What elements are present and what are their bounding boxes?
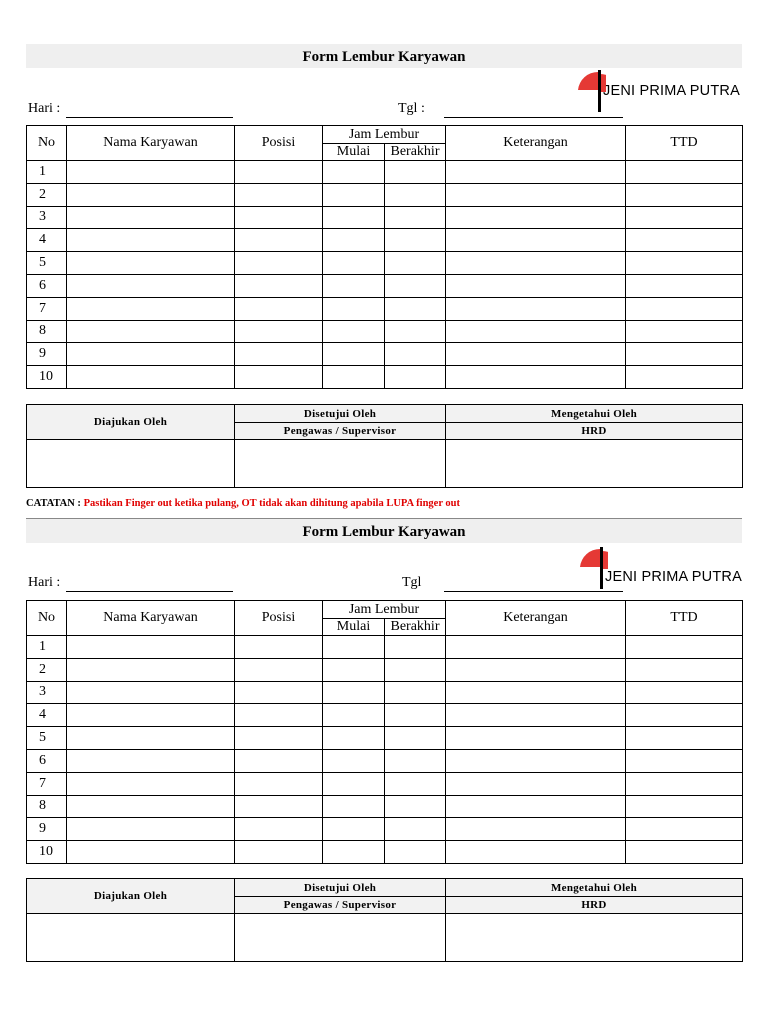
diajukan-oleh-label: Diajukan Oleh [27, 405, 235, 440]
table-row [27, 636, 743, 659]
cell-berakhir[interactable] [385, 636, 446, 659]
table-row [27, 658, 743, 681]
row-number: 7 [27, 772, 67, 795]
cell-ttd[interactable] [626, 297, 743, 320]
cell-nama[interactable] [67, 252, 235, 275]
mengetahui-oleh-label: Mengetahui Oleh [446, 879, 743, 897]
cell-keterangan[interactable] [446, 727, 626, 750]
row-number: 1 [27, 636, 67, 659]
tgl-field[interactable] [444, 591, 623, 592]
cell-nama[interactable] [67, 681, 235, 704]
table-row [27, 343, 743, 366]
cell-posisi[interactable] [235, 704, 323, 727]
overtime-table [26, 600, 743, 864]
cell-berakhir[interactable] [385, 320, 446, 343]
cell-ttd[interactable] [626, 704, 743, 727]
logo-mark-icon [578, 547, 608, 591]
cell-nama[interactable] [67, 183, 235, 206]
col-berakhir-header: Berakhir [385, 144, 446, 161]
signature-table [26, 404, 743, 488]
cell-nama[interactable] [67, 636, 235, 659]
tgl-label: Tgl : [398, 101, 425, 116]
diajukan-signature-cell[interactable] [27, 914, 235, 962]
cell-mulai[interactable] [323, 366, 385, 389]
col-posisi-header: Posisi [235, 601, 323, 636]
cell-keterangan[interactable] [446, 749, 626, 772]
cell-berakhir[interactable] [385, 274, 446, 297]
table-row [27, 366, 743, 389]
cell-posisi[interactable] [235, 727, 323, 750]
cell-posisi[interactable] [235, 841, 323, 864]
cell-keterangan[interactable] [446, 183, 626, 206]
table-row [27, 681, 743, 704]
row-number: 9 [27, 818, 67, 841]
cell-keterangan[interactable] [446, 206, 626, 229]
cell-nama[interactable] [67, 795, 235, 818]
cell-ttd[interactable] [626, 274, 743, 297]
cell-ttd[interactable] [626, 681, 743, 704]
cell-berakhir[interactable] [385, 727, 446, 750]
mengetahui-oleh-label: Mengetahui Oleh [446, 405, 743, 423]
hari-label: Hari : [28, 101, 61, 116]
cell-nama[interactable] [67, 727, 235, 750]
cell-mulai[interactable] [323, 749, 385, 772]
cell-posisi[interactable] [235, 206, 323, 229]
cell-nama[interactable] [67, 366, 235, 389]
cell-mulai[interactable] [323, 229, 385, 252]
cell-berakhir[interactable] [385, 343, 446, 366]
cell-mulai[interactable] [323, 636, 385, 659]
col-no-header: No [27, 126, 67, 161]
cell-ttd[interactable] [626, 818, 743, 841]
cell-ttd[interactable] [626, 727, 743, 750]
cell-mulai[interactable] [323, 274, 385, 297]
cell-posisi[interactable] [235, 658, 323, 681]
cell-berakhir[interactable] [385, 818, 446, 841]
cell-keterangan[interactable] [446, 320, 626, 343]
cell-posisi[interactable] [235, 252, 323, 275]
form-title: Form Lembur Karyawan [26, 44, 742, 68]
cell-posisi[interactable] [235, 161, 323, 184]
cell-nama[interactable] [67, 206, 235, 229]
cell-ttd[interactable] [626, 183, 743, 206]
logo-text: JENI PRIMA PUTRA [605, 569, 742, 585]
table-row [27, 727, 743, 750]
col-jam-lembur-header: Jam Lembur [323, 126, 446, 144]
pengawas-signature-cell[interactable] [235, 440, 446, 488]
row-number: 6 [27, 749, 67, 772]
cell-berakhir[interactable] [385, 658, 446, 681]
cell-mulai[interactable] [323, 252, 385, 275]
col-posisi-header: Posisi [235, 126, 323, 161]
col-nama-header: Nama Karyawan [67, 601, 235, 636]
table-row [27, 841, 743, 864]
pengawas-label: Pengawas / Supervisor [235, 897, 446, 914]
table-row [27, 274, 743, 297]
cell-ttd[interactable] [626, 749, 743, 772]
row-number: 10 [27, 841, 67, 864]
note-label: CATATAN : [26, 498, 81, 509]
cell-posisi[interactable] [235, 636, 323, 659]
row-number: 3 [27, 206, 67, 229]
cell-berakhir[interactable] [385, 681, 446, 704]
table-row [27, 206, 743, 229]
cell-mulai[interactable] [323, 183, 385, 206]
cell-posisi[interactable] [235, 320, 323, 343]
cell-ttd[interactable] [626, 841, 743, 864]
cell-posisi[interactable] [235, 343, 323, 366]
cell-keterangan[interactable] [446, 795, 626, 818]
cell-mulai[interactable] [323, 818, 385, 841]
cell-nama[interactable] [67, 658, 235, 681]
row-number: 2 [27, 183, 67, 206]
cell-keterangan[interactable] [446, 366, 626, 389]
cell-keterangan[interactable] [446, 681, 626, 704]
hrd-signature-cell[interactable] [446, 440, 743, 488]
cell-berakhir[interactable] [385, 704, 446, 727]
cell-berakhir[interactable] [385, 795, 446, 818]
cell-berakhir[interactable] [385, 772, 446, 795]
cell-ttd[interactable] [626, 252, 743, 275]
cell-posisi[interactable] [235, 229, 323, 252]
cell-nama[interactable] [67, 841, 235, 864]
cell-posisi[interactable] [235, 749, 323, 772]
overtime-table [26, 125, 743, 389]
cell-nama[interactable] [67, 229, 235, 252]
logo-mark-icon [576, 70, 606, 114]
table-row [27, 229, 743, 252]
cell-mulai[interactable] [323, 343, 385, 366]
cell-berakhir[interactable] [385, 229, 446, 252]
cell-posisi[interactable] [235, 681, 323, 704]
cell-ttd[interactable] [626, 772, 743, 795]
cell-nama[interactable] [67, 320, 235, 343]
cell-nama[interactable] [67, 297, 235, 320]
col-mulai-header: Mulai [323, 619, 385, 636]
cell-mulai[interactable] [323, 772, 385, 795]
cell-mulai[interactable] [323, 320, 385, 343]
cell-posisi[interactable] [235, 795, 323, 818]
hrd-label: HRD [446, 897, 743, 914]
cell-mulai[interactable] [323, 681, 385, 704]
row-number: 8 [27, 795, 67, 818]
col-berakhir-header: Berakhir [385, 619, 446, 636]
cell-nama[interactable] [67, 772, 235, 795]
cell-berakhir[interactable] [385, 366, 446, 389]
table-row [27, 320, 743, 343]
cell-nama[interactable] [67, 274, 235, 297]
cell-keterangan[interactable] [446, 252, 626, 275]
cell-keterangan[interactable] [446, 658, 626, 681]
cell-keterangan[interactable] [446, 343, 626, 366]
col-keterangan-header: Keterangan [446, 126, 626, 161]
row-number: 10 [27, 366, 67, 389]
catatan-note [26, 498, 460, 509]
cell-mulai[interactable] [323, 795, 385, 818]
logo-text: JENI PRIMA PUTRA [603, 83, 740, 99]
table-row [27, 772, 743, 795]
cell-posisi[interactable] [235, 297, 323, 320]
hari-field[interactable] [66, 117, 233, 118]
cell-ttd[interactable] [626, 636, 743, 659]
hari-label: Hari : [28, 575, 61, 590]
cell-keterangan[interactable] [446, 229, 626, 252]
col-ttd-header: TTD [626, 126, 743, 161]
table-row [27, 818, 743, 841]
row-number: 8 [27, 320, 67, 343]
table-row [27, 252, 743, 275]
cell-ttd[interactable] [626, 320, 743, 343]
cell-ttd[interactable] [626, 658, 743, 681]
table-row [27, 795, 743, 818]
table-row [27, 749, 743, 772]
cell-berakhir[interactable] [385, 841, 446, 864]
disetujui-oleh-label: Disetujui Oleh [235, 879, 446, 897]
cell-ttd[interactable] [626, 229, 743, 252]
row-number: 7 [27, 297, 67, 320]
cell-nama[interactable] [67, 343, 235, 366]
diajukan-signature-cell[interactable] [27, 440, 235, 488]
pengawas-label: Pengawas / Supervisor [235, 423, 446, 440]
cell-keterangan[interactable] [446, 841, 626, 864]
cell-berakhir[interactable] [385, 183, 446, 206]
row-number: 6 [27, 274, 67, 297]
row-number: 4 [27, 704, 67, 727]
cell-ttd[interactable] [626, 206, 743, 229]
cell-mulai[interactable] [323, 727, 385, 750]
table-body [27, 636, 743, 864]
cell-posisi[interactable] [235, 274, 323, 297]
cell-keterangan[interactable] [446, 636, 626, 659]
cell-mulai[interactable] [323, 704, 385, 727]
cell-keterangan[interactable] [446, 274, 626, 297]
cell-berakhir[interactable] [385, 161, 446, 184]
table-body [27, 161, 743, 389]
cell-nama[interactable] [67, 818, 235, 841]
cell-nama[interactable] [67, 749, 235, 772]
hrd-signature-cell[interactable] [446, 914, 743, 962]
cell-keterangan[interactable] [446, 161, 626, 184]
cell-nama[interactable] [67, 161, 235, 184]
col-jam-lembur-header: Jam Lembur [323, 601, 446, 619]
cell-posisi[interactable] [235, 772, 323, 795]
company-logo [576, 70, 740, 116]
cell-mulai[interactable] [323, 161, 385, 184]
table-row [27, 183, 743, 206]
note-text: Pastikan Finger out ketika pulang, OT tidak akan dihitung apabila LUPA finger out [83, 498, 461, 509]
cell-nama[interactable] [67, 704, 235, 727]
col-keterangan-header: Keterangan [446, 601, 626, 636]
pengawas-signature-cell[interactable] [235, 914, 446, 962]
cell-berakhir[interactable] [385, 749, 446, 772]
table-row [27, 161, 743, 184]
cell-keterangan[interactable] [446, 818, 626, 841]
hari-field[interactable] [66, 591, 233, 592]
hrd-label: HRD [446, 423, 743, 440]
diajukan-oleh-label: Diajukan Oleh [27, 879, 235, 914]
disetujui-oleh-label: Disetujui Oleh [235, 405, 446, 423]
row-number: 5 [27, 727, 67, 750]
cell-posisi[interactable] [235, 183, 323, 206]
cell-keterangan[interactable] [446, 704, 626, 727]
row-number: 9 [27, 343, 67, 366]
row-number: 1 [27, 161, 67, 184]
col-no-header: No [27, 601, 67, 636]
cell-mulai[interactable] [323, 658, 385, 681]
company-logo [578, 547, 742, 593]
col-ttd-header: TTD [626, 601, 743, 636]
cell-posisi[interactable] [235, 818, 323, 841]
cell-ttd[interactable] [626, 343, 743, 366]
cell-berakhir[interactable] [385, 297, 446, 320]
cell-mulai[interactable] [323, 841, 385, 864]
cell-berakhir[interactable] [385, 206, 446, 229]
cell-ttd[interactable] [626, 161, 743, 184]
row-number: 5 [27, 252, 67, 275]
table-row [27, 297, 743, 320]
cell-mulai[interactable] [323, 206, 385, 229]
cell-mulai[interactable] [323, 297, 385, 320]
cell-posisi[interactable] [235, 366, 323, 389]
cell-keterangan[interactable] [446, 772, 626, 795]
col-nama-header: Nama Karyawan [67, 126, 235, 161]
cell-berakhir[interactable] [385, 252, 446, 275]
tgl-field[interactable] [444, 117, 623, 118]
cell-keterangan[interactable] [446, 297, 626, 320]
cell-ttd[interactable] [626, 795, 743, 818]
row-number: 3 [27, 681, 67, 704]
form-title: Form Lembur Karyawan [26, 519, 742, 543]
row-number: 2 [27, 658, 67, 681]
tgl-label: Tgl [402, 575, 422, 590]
cell-ttd[interactable] [626, 366, 743, 389]
col-mulai-header: Mulai [323, 144, 385, 161]
signature-table [26, 878, 743, 962]
table-row [27, 704, 743, 727]
row-number: 4 [27, 229, 67, 252]
